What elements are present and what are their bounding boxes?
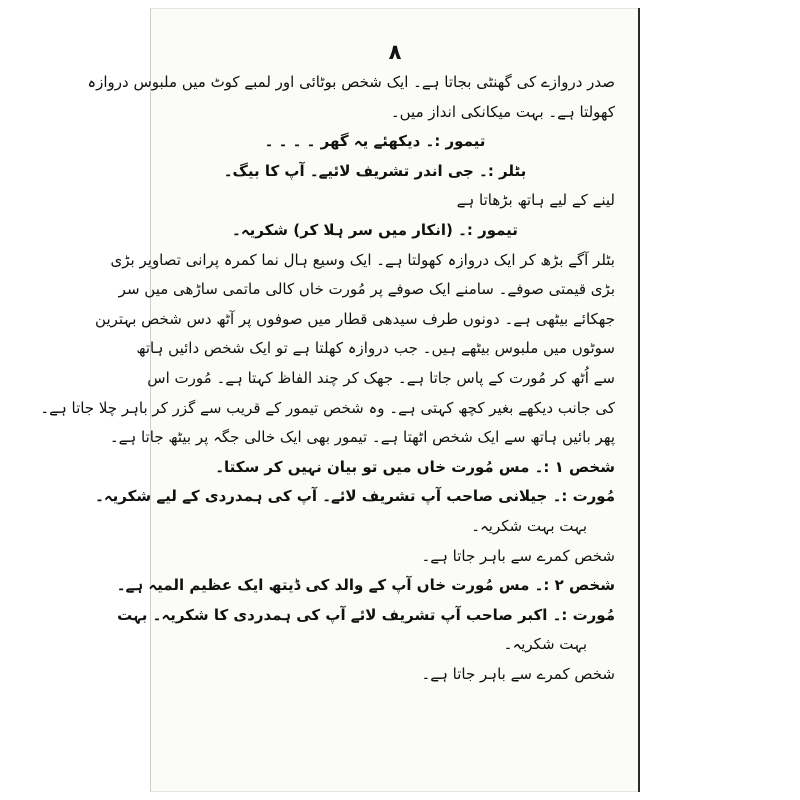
text-line: کھولتا ہے۔ بہت میکانکی انداز میں۔: [390, 102, 615, 121]
text-line: صدر دروازے کی گھنٹی بجاتا ہے۔ ایک شخص بوٹائی اور لمبے کوٹ میں ملبوس دروازہ: [87, 73, 615, 91]
dialogue-continuation: بہت شکریہ۔: [503, 635, 587, 654]
dialogue-line: مُورت :۔ جیلانی صاحب آپ تشریف لائے۔ آپ کی ہمدردی کے لیے شکریہ۔: [95, 487, 615, 506]
dialogue-line: شخص ۱ :۔ مس مُورت خاں میں تو بیان نہیں کر سکتا۔: [215, 457, 615, 476]
dialogue-line: تیمور :۔ دیکھئے یہ گھر ۔ ۔ ۔ ۔: [264, 132, 486, 151]
dialogue-line: تیمور :۔ (انکار میں سر ہلا کر) شکریہ۔: [232, 220, 518, 239]
text-line: جھکائے بیٹھی ہے۔ دونوں طرف سیدھی قطار میں صوفوں پر آٹھ دس شخص بہترین: [95, 309, 615, 328]
page-text: [40, 68, 615, 689]
text-line: بٹلر آگے بڑھ کر ایک دروازہ کھولتا ہے۔ ایک وسیع ہال نما کمرہ پرانی تصاویر بڑی: [110, 250, 615, 269]
stage-direction: لینے کے لیے ہاتھ بڑھاتا ہے: [456, 191, 615, 210]
stage-direction: شخص کمرے سے باہر جاتا ہے۔: [421, 546, 615, 565]
dialogue-line: بٹلر :۔ جی اندر تشریف لائیے۔ آپ کا بیگ۔: [223, 161, 527, 180]
text-line: سے اُٹھ کر مُورت کے پاس جاتا ہے۔ جھک کر چند الفاظ کہتا ہے۔ مُورت اس: [147, 368, 615, 387]
dialogue-line: مُورت :۔ اکبر صاحب آپ تشریف لائے آپ کی ہمدردی کا شکریہ۔ بہت: [117, 605, 615, 624]
dialogue-line: شخص ۲ :۔ مس مُورت خاں آپ کے والد کی ڈیتھ ایک عظیم المیہ ہے۔: [116, 576, 615, 595]
text-line: کی جانب دیکھے بغیر کچھ کہتی ہے۔ وہ شخص تیمور کے قریب سے گزر کر باہر چلا جاتا ہے۔: [40, 398, 615, 417]
text-line: سوٹوں میں ملبوس بیٹھے ہیں۔ جب دروازہ کھلتا ہے تو ایک شخص دائیں ہاتھ: [136, 339, 615, 358]
text-line: بڑی قیمتی صوفے۔ سامنے ایک صوفے پر مُورت خاں کالی ماتمی ساڑھی میں سر: [118, 280, 615, 299]
page-right-edge: [638, 8, 640, 792]
stage-direction: شخص کمرے سے باہر جاتا ہے۔: [421, 664, 615, 683]
text-line: پھر بائیں ہاتھ سے ایک شخص اٹھتا ہے۔ تیمور بھی ایک خالی جگہ پر بیٹھ جاتا ہے۔: [109, 428, 615, 447]
dialogue-continuation: بہت بہت شکریہ۔: [471, 516, 587, 535]
page-number: ۸: [388, 40, 402, 64]
